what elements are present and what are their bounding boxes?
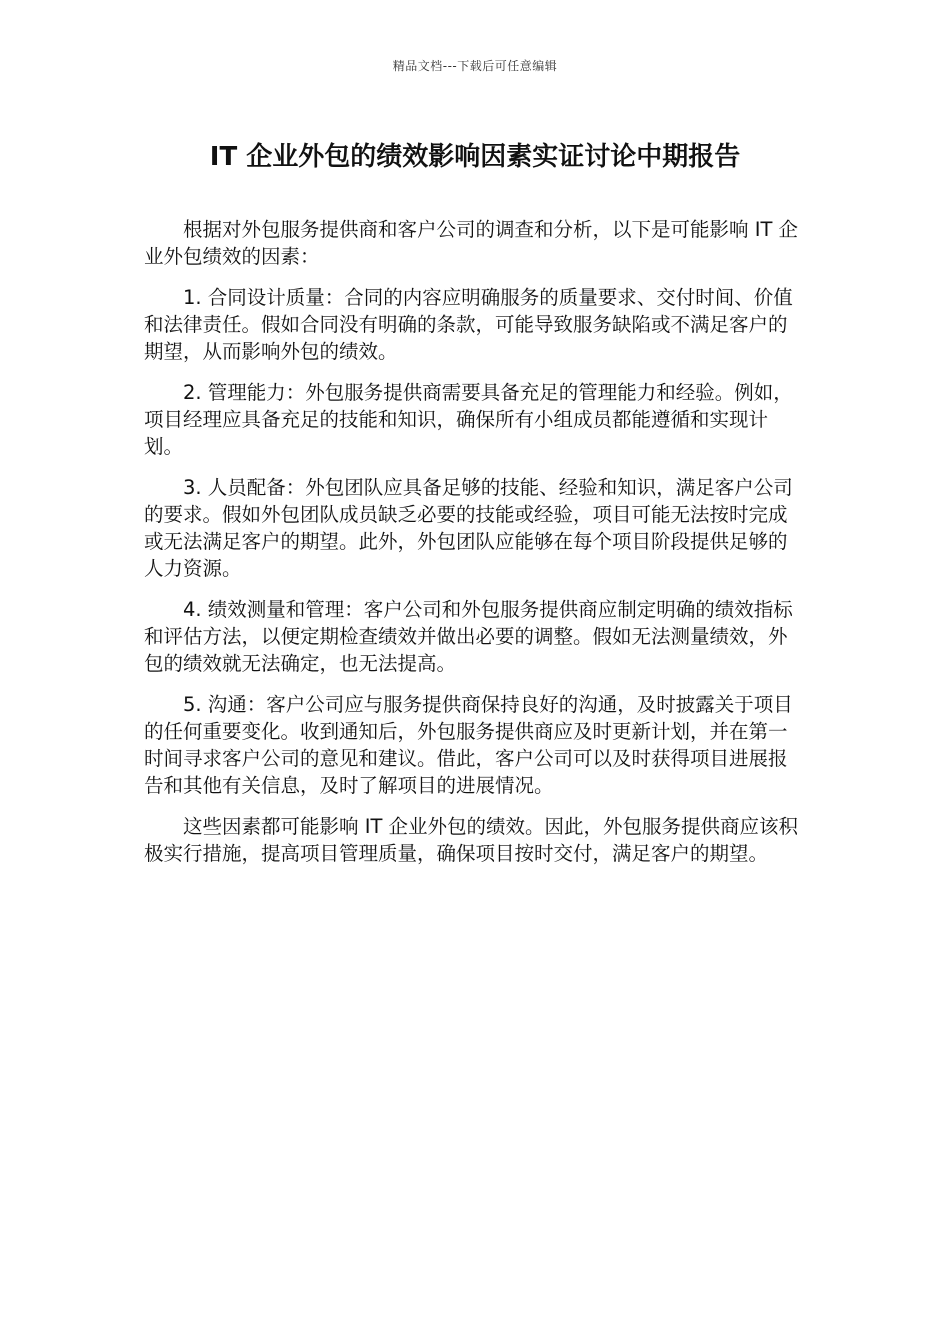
document-title: IT 企业外包的绩效影响因素实证讨论中期报告 [209, 142, 741, 172]
paragraph-factor-communication: 5. 沟通：客户公司应与服务提供商保持良好的沟通，及时披露关于项目的任何重要变化。收到通知后，外包服务提供商应及时更新计划，并在第一时间寻求客户公司的意见和建议。借此，客户公司可以及时获得项目进展报告和其他有关信息，及时了解项目的进展情况。 [144, 693, 793, 797]
paragraph-intro: 根据对外包服务提供商和客户公司的调查和分析，以下是可能影响 IT 企业外包绩效的因素： [144, 218, 799, 268]
paragraph-factor-management: 2. 管理能力：外包服务提供商需要具备充足的管理能力和经验。例如，项目经理应具备充足的技能和知识，确保所有小组成员都能遵循和实现计划。 [144, 381, 793, 458]
document-body [144, 216, 804, 881]
paragraph-factor-staffing: 3. 人员配备：外包团队应具备足够的技能、经验和知识，满足客户公司的要求。假如外包团队成员缺乏必要的技能或经验，项目可能无法按时完成或无法满足客户的期望。此外，外包团队应能够在每个项目阶段提供足够的人力资源。 [144, 476, 793, 580]
paragraph-factor-contract: 1. 合同设计质量：合同的内容应明确服务的质量要求、交付时间、价值和法律责任。假如合同没有明确的条款，可能导致服务缺陷或不满足客户的期望，从而影响外包的绩效。 [144, 286, 793, 363]
paragraph-factor-performance: 4. 绩效测量和管理：客户公司和外包服务提供商应制定明确的绩效指标和评估方法，以便定期检查绩效并做出必要的调整。假如无法测量绩效，外包的绩效就无法确定，也无法提高。 [144, 598, 793, 675]
paragraph-conclusion: 这些因素都可能影响 IT 企业外包的绩效。因此，外包服务提供商应该积极实行措施，提高项目管理质量，确保项目按时交付，满足客户的期望。 [144, 815, 799, 865]
header-note: 精品文档---下载后可任意编辑 [392, 59, 558, 73]
